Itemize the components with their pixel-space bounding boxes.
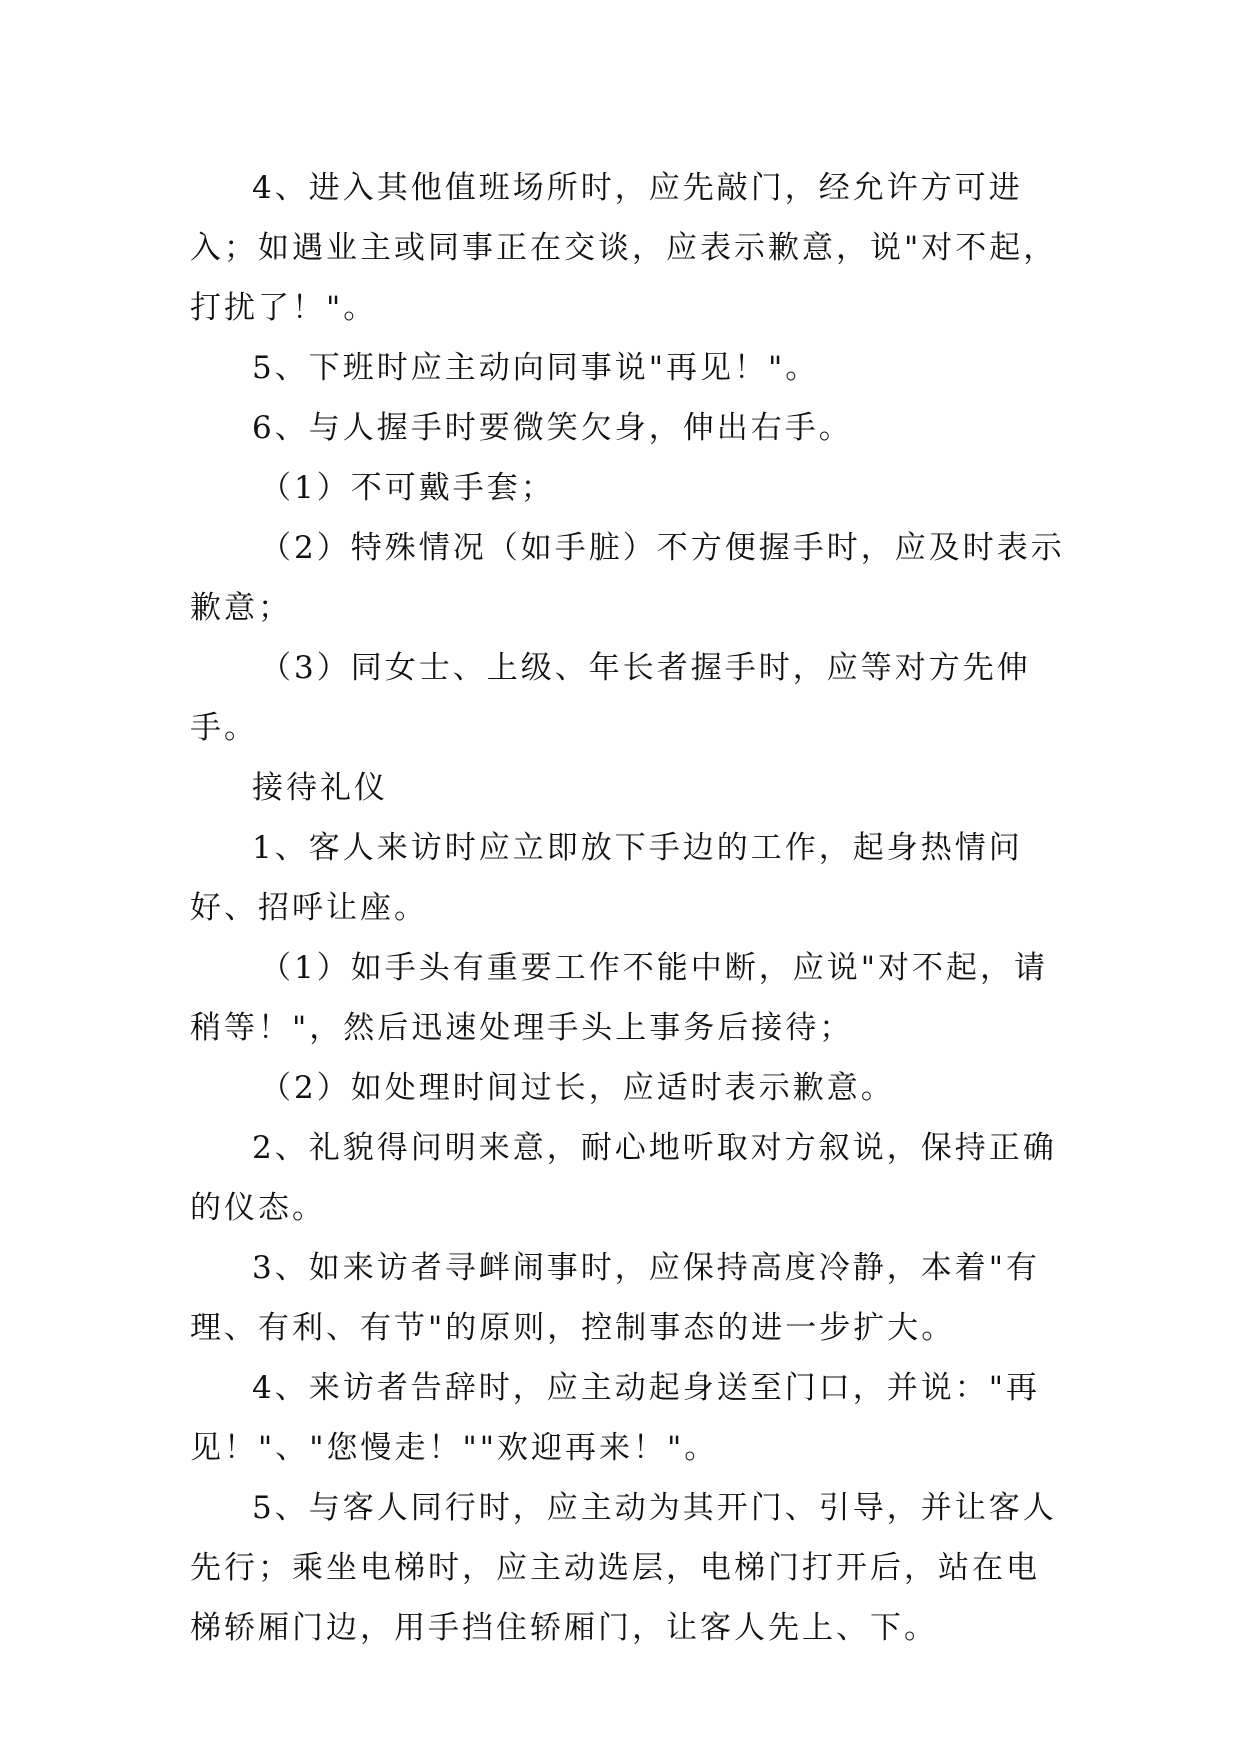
paragraph-handshake: 6、与人握手时要微笑欠身，伸出右手。 — [252, 410, 853, 446]
paragraph-troublemaker: 3、如来访者寻衅闹事时，应保持高度冷静，本着"有理、有利、有节"的原则，控制事态的进一步扩大。 — [190, 1250, 1040, 1346]
paragraph-guest-arrival: 1、客人来访时应立即放下手边的工作，起身热情问好、招呼让座。 — [190, 830, 1023, 926]
paragraph-guest-departure: 4、来访者告辞时，应主动起身送至门口，并说："再见！"、"您慢走！""欢迎再来！"。 — [190, 1370, 1040, 1466]
paragraph-duty-entry: 4、进入其他值班场所时，应先敲门，经允许方可进入；如遇业主或同事正在交谈，应表示歉意，说"对不起，打扰了！"。 — [190, 170, 1058, 326]
paragraph-handshake-item-3: （3）同女士、上级、年长者握手时，应等对方先伸手。 — [190, 650, 1031, 746]
paragraph-off-duty-farewell: 5、下班时应主动向同事说"再见！"。 — [252, 350, 820, 386]
paragraph-handshake-item-1: （1）不可戴手套； — [260, 470, 555, 506]
document-body — [190, 158, 1070, 1658]
paragraph-handshake-item-2: （2）特殊情况（如手脏）不方便握手时，应及时表示歉意； — [190, 530, 1065, 626]
paragraph-guest-arrival-item-2: （2）如处理时间过长，应适时表示歉意。 — [260, 1070, 895, 1106]
section-heading-reception: 接待礼仪 — [252, 770, 388, 806]
paragraph-guest-arrival-item-1: （1）如手头有重要工作不能中断，应说"对不起，请稍等！"，然后迅速处理手头上事务后接待； — [190, 950, 1048, 1046]
paragraph-accompany-guest: 5、与客人同行时，应主动为其开门、引导，并让客人先行；乘坐电梯时，应主动选层，电梯门打开后，站在电梯轿厢门边，用手挡住轿厢门，让客人先上、下。 — [190, 1490, 1057, 1646]
paragraph-inquire-purpose: 2、礼貌得问明来意，耐心地听取对方叙说，保持正确的仪态。 — [190, 1130, 1057, 1226]
